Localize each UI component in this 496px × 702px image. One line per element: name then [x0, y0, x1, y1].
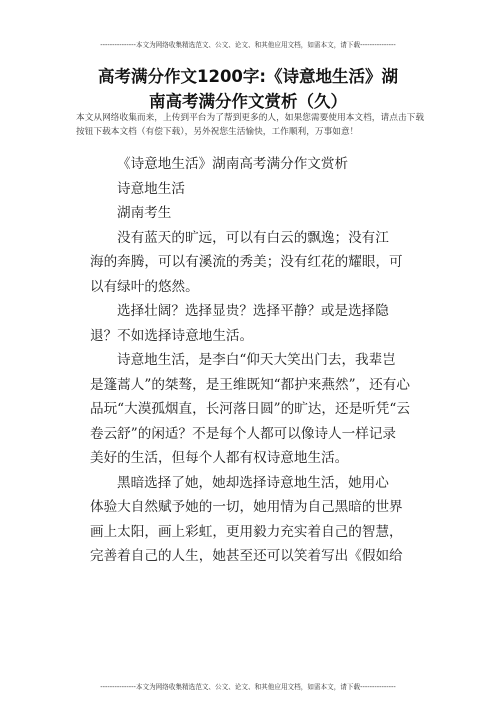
- paragraph-line: 体验大自然赋予她的一切，她用情为自己黑暗的世界: [90, 499, 403, 515]
- paragraph-line: 品玩“大漠孤烟直，长河落日圆”的旷达，还是听凭“云: [90, 401, 410, 417]
- download-disclaimer: 本文从网络收集而来，上传到平台为了帮到更多的人，如果您需要使用本文档，请点击下载按钮下载本文档（有偿下载），另外祝您生活愉快，工作顺利，万事如意！: [76, 113, 424, 137]
- title-line-1: 高考满分作文1200字:《诗意地生活》湖: [97, 67, 399, 86]
- paragraph-line: 退？不如选择诗意地生活。: [90, 327, 254, 344]
- paragraph-line: 美好的生活，但每个人都有权诗意地生活。: [90, 450, 349, 466]
- essay-title: 诗意地生活: [117, 180, 185, 197]
- paragraph-line: 海的奔腾，可以有溪流的秀美；没有红花的耀眼，可: [90, 254, 403, 270]
- paragraph-line: 是篷蒿人”的桀骜，是王维既知“都护来燕然”，还有心: [90, 376, 410, 393]
- paragraph-line: 画上太阳，画上彩虹，更用毅力充实着自己的智慧，: [90, 523, 403, 540]
- paragraph-line: 以有绿叶的悠然。: [90, 278, 199, 295]
- paragraph-line: 诗意地生活，是李白“仰天大笑出门去，我辈岂: [117, 352, 396, 368]
- paragraph-line: 黑暗选择了她，她却选择诗意地生活，她用心: [117, 474, 389, 491]
- title-line-2: 南高考满分作文赏析（久）: [149, 92, 347, 111]
- running-footer: ---------------本文为网络收集精选范文、公文、论文、和其他应用文档，如需本文，请下载---------------: [100, 683, 396, 691]
- article-subtitle: 《诗意地生活》湖南高考满分作文赏析: [117, 156, 349, 172]
- document-title: [70, 64, 426, 114]
- paragraph-line: 没有蓝天的旷远，可以有白云的飘逸；没有江: [117, 229, 389, 246]
- paragraph-line: 卷云舒”的闲适？不是每个人都可以像诗人一样记录: [90, 425, 397, 442]
- essay-author: 湖南考生: [117, 205, 172, 221]
- paragraph-line: 选择壮阔？选择显贵？选择平静？或是选择隐: [117, 303, 389, 319]
- paragraph-line: 完善着自己的人生，她甚至还可以笑着写出《假如给: [90, 548, 403, 564]
- running-header: ---------------本文为网络收集精选范文、公文、论文、和其他应用文档，如需本文，请下载---------------: [100, 41, 396, 49]
- article-body: [90, 152, 426, 569]
